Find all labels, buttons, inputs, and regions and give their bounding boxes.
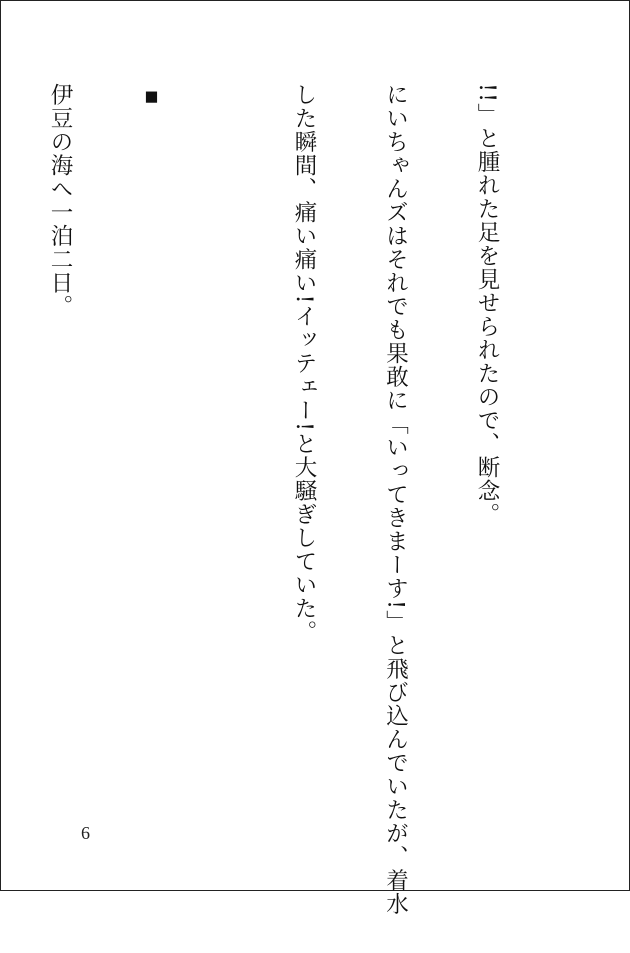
section-marker: ▪	[138, 83, 165, 110]
text-line: にいちゃんズはそれでも果敢に「いってきまーす!」と飛び込んでいたが、着水	[382, 83, 409, 916]
text-line: 伊豆の海へ一泊二日。	[47, 83, 73, 318]
text-line: !!」と腫れた足を見せられたので、断念。	[474, 83, 500, 527]
vertical-text-body	[47, 83, 563, 916]
page-number: 6	[81, 823, 90, 843]
text-line: した瞬間、痛い痛い!イッテェー!と大騒ぎしていた。	[291, 83, 317, 644]
